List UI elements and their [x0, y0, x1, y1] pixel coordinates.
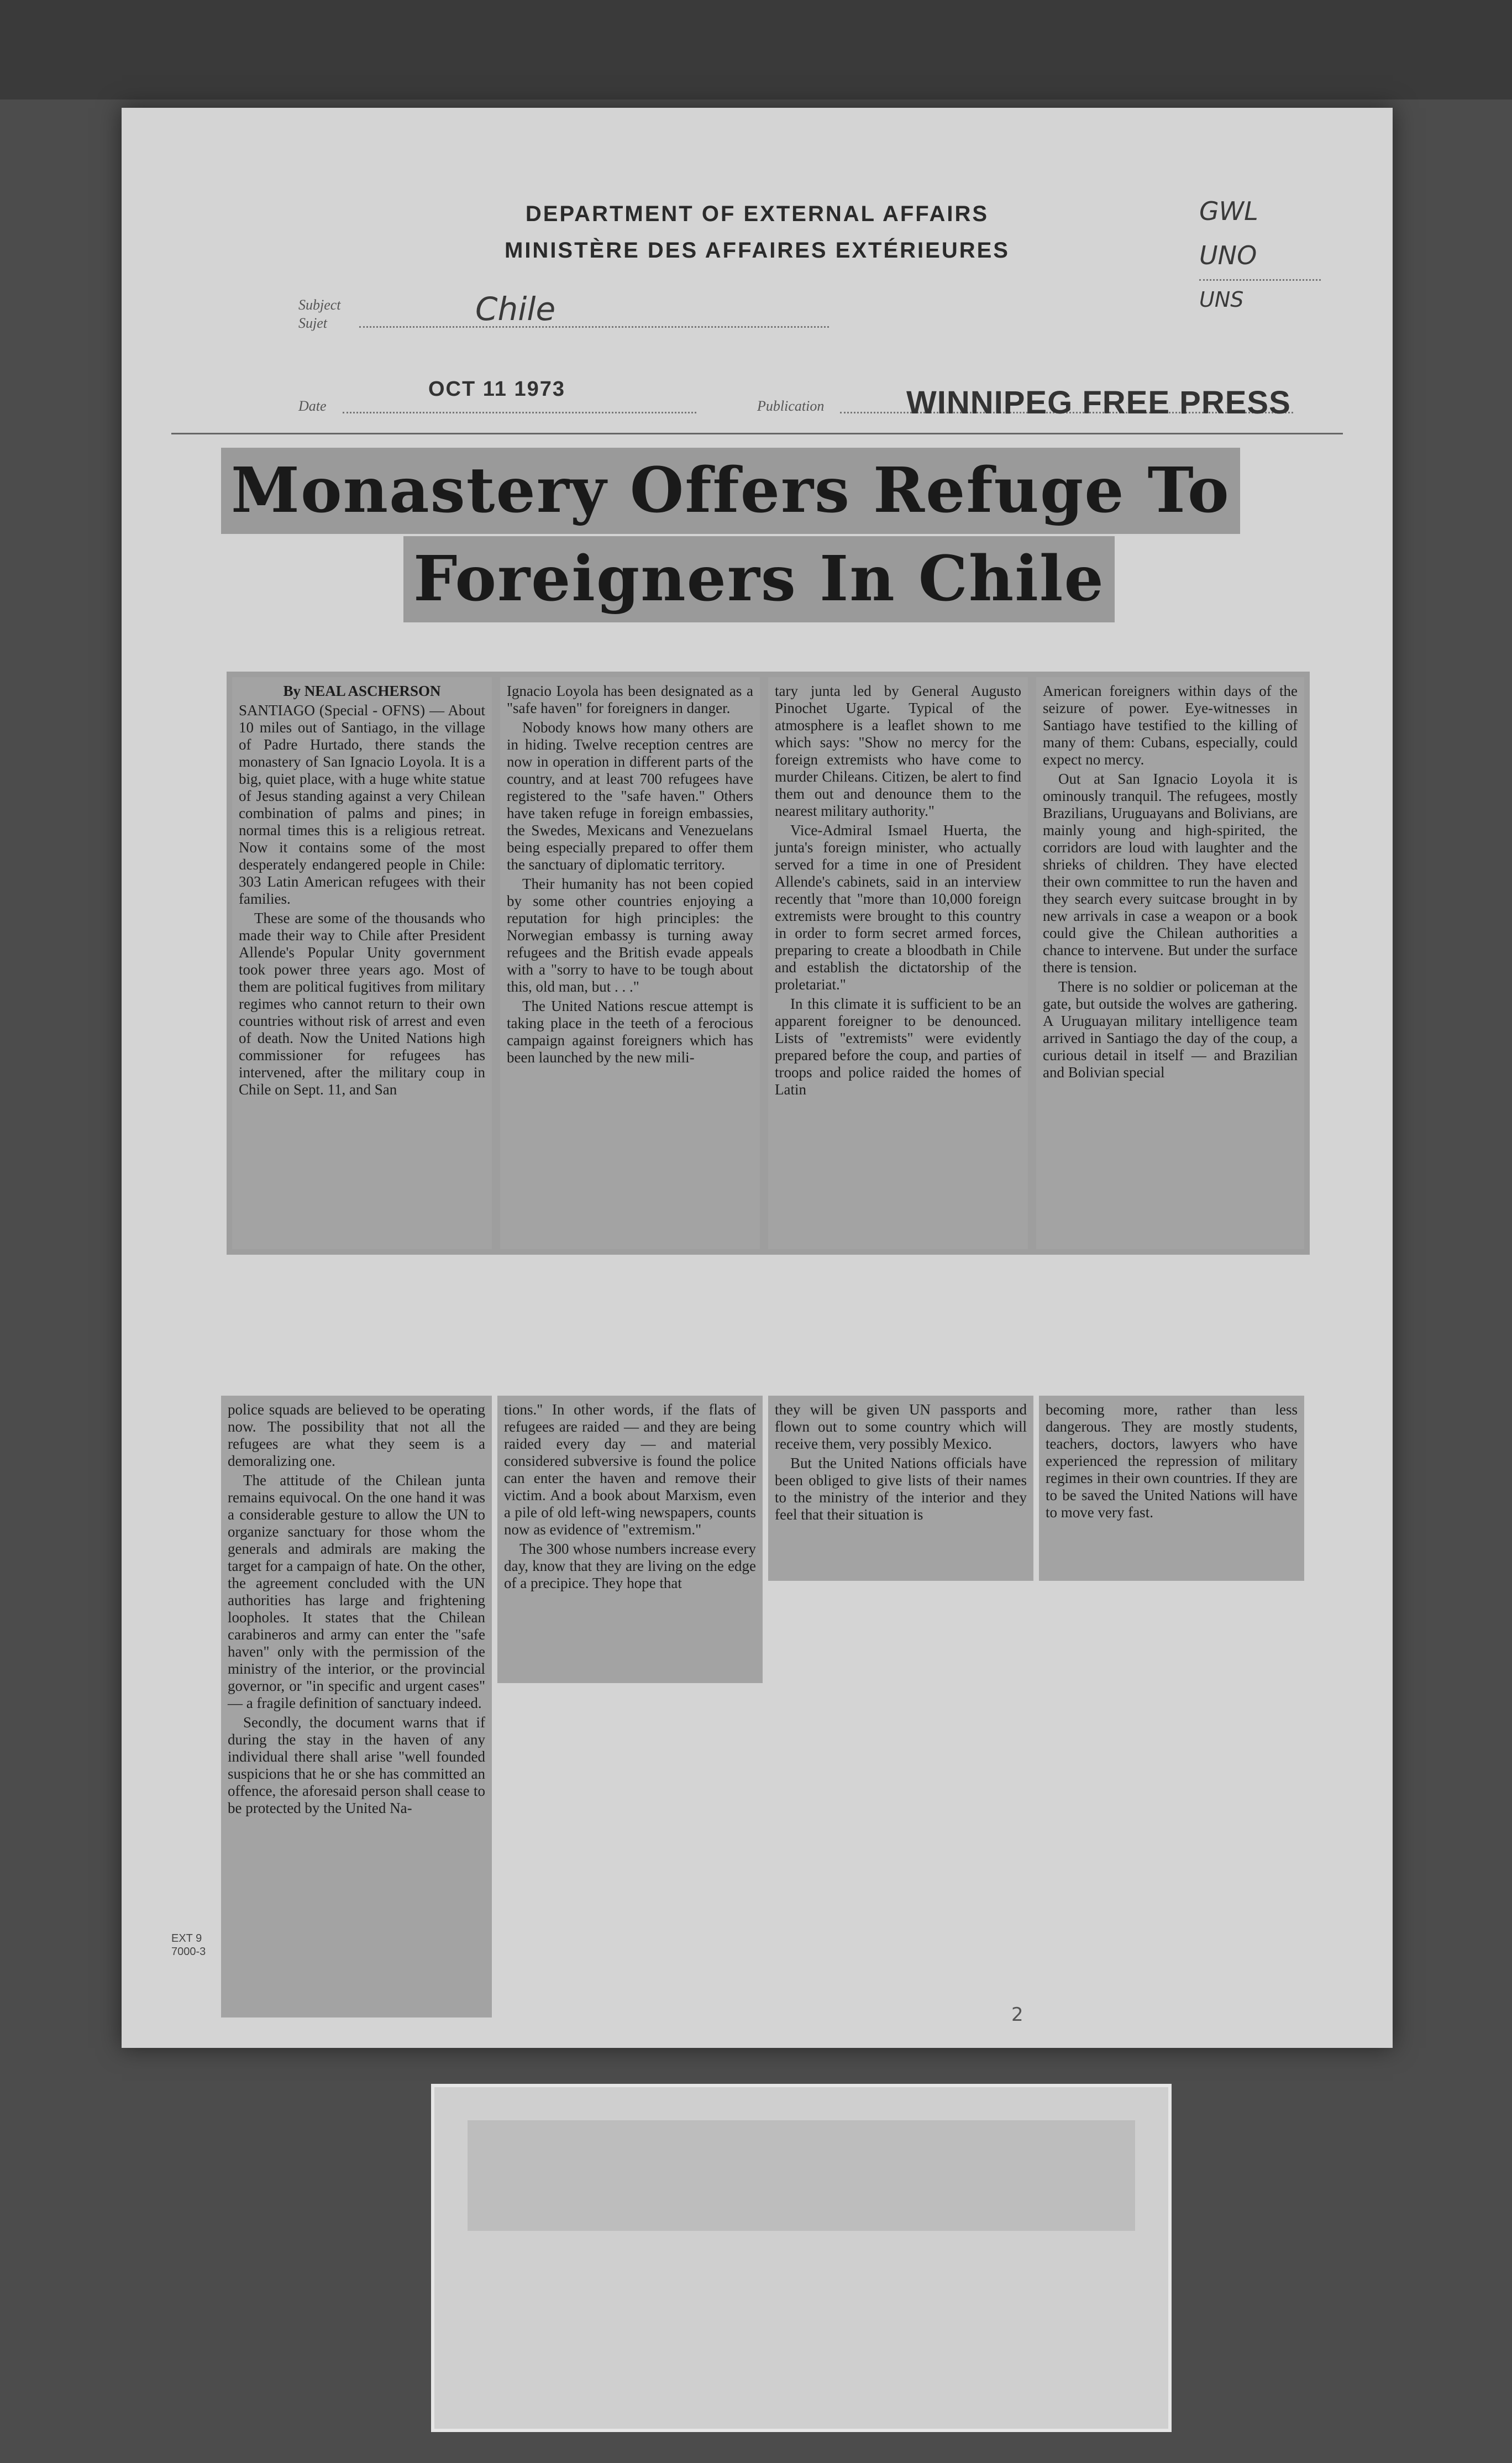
film-border [0, 0, 1512, 99]
paragraph: There is no soldier or policeman at the gate, but outside the wolves are gathering. A Uruguayan military intelligence team arrived in Santiago the day of the coup, a curious detail in itself — and Brazilian and Bolivian special [1043, 978, 1298, 1081]
article-column-8 [1039, 1396, 1304, 1581]
paragraph: tions." In other words, if the flats of refugees are raided — and they are being raided every day — and material considered subversive is found the police can enter the haven and remove their victim. And a book about Marxism, even a pile of old left-wing newspapers, counts now as evidence of "extremism." [504, 1401, 756, 1538]
paragraph: These are some of the thousands who made their way to Chile after President Allende's Popular Unity government took power three years ago. Most of them are political fugitives from military regimes who cannot return to their own countries without risk of arrest and even of death. Now the United Nations high commissioner for refugees has intervened, after the military coup in Chile on Sept. 11, and San [239, 910, 485, 1098]
subject-label-fr: Sujet [298, 315, 327, 331]
department-name-fr: MINISTÈRE DES AFFAIRES EXTÉRIEURES [505, 238, 1010, 263]
paragraph: Out at San Ignacio Loyola it is ominously tranquil. The refugees, mostly Brazilians, Uruguayans and Bolivians, are mainly young and high-spirited, the corridors are loud with laughter and the shrieks of children. They have elected their own committee to run the haven and they search every suitcase brought in by new arrivals in case a weapon or a book could give the Chilean authorities a chance to intervene. But under the surface there is tension. [1043, 771, 1298, 976]
paragraph: American foreigners within days of the seizure of power. Eye-witnesses in Santiago have testified to the killing of many of them: Cubans, especially, could expect no mercy. [1043, 683, 1298, 768]
article-column-4 [1036, 677, 1304, 1249]
article-column-7 [768, 1396, 1033, 1581]
file-code-3: UNS [1199, 287, 1244, 312]
clipping-sheet [122, 108, 1393, 2048]
envelope-flap [468, 2120, 1135, 2231]
paragraph: The 300 whose numbers increase every day, know that they are living on the edge of a precipice. They hope that [504, 1540, 756, 1591]
paragraph: But the United Nations officials have been obliged to give lists of their names to the ministry of the interior and they feel that their situation is [775, 1455, 1027, 1523]
file-envelope [431, 2084, 1172, 2432]
date-stamp: OCT 11 1973 [428, 378, 566, 401]
paragraph: Nobody knows how many others are in hiding. Twelve reception centres are now in operation in different parts of the country, and at least 700 refugees have registered to the "safe haven." Others have taken refuge in foreign embassies, the Swedes, Mexicans and Venezuelans being especially prepared to offer them the sanctuary of diplomatic territory. [507, 719, 753, 873]
paragraph: In this climate it is sufficient to be an apparent foreigner to be denounced. Lists of "extremists" were evidently prepared before the coup, and parties of troops and police raided the homes of Latin [775, 995, 1021, 1098]
file-code-2: UNO [1199, 240, 1257, 270]
paragraph: police squads are believed to be operating now. The possibility that not all the refugees are what they seem is a demoralizing one. [228, 1401, 485, 1469]
article-column-1 [232, 677, 492, 1249]
file-code-1: GWL [1199, 196, 1258, 226]
paragraph: The United Nations rescue attempt is taking place in the teeth of a ferocious campaign against foreigners which has been launched by the new mili- [507, 998, 753, 1066]
date-line [343, 412, 696, 413]
paragraph: they will be given UN passports and flown out to some country which will receive them, very possibly Mexico. [775, 1401, 1027, 1452]
article-column-6 [497, 1396, 763, 1683]
article-column-3 [768, 677, 1028, 1249]
publication-label: Publication [757, 398, 825, 414]
headline-line-2: Foreigners In Chile [403, 536, 1115, 622]
subject-label-en: Subject [298, 297, 341, 313]
form-code [171, 1932, 206, 1958]
paragraph: becoming more, rather than less dangerous. They are mostly students, teachers, doctors, lawyers who have experienced the repression of military regimes in their own countries. If they are to be saved the United Nations will have to move very fast. [1046, 1401, 1298, 1521]
date-label: Date [298, 398, 327, 414]
code-divider [1199, 279, 1321, 281]
form-code-line-1: EXT 9 [171, 1932, 202, 1945]
department-name-en: DEPARTMENT OF EXTERNAL AFFAIRS [525, 202, 989, 226]
paragraph: Their humanity has not been copied by some other countries enjoying a reputation for high principles: the Norwegian embassy is turning away refugees and the British evade appeals with a "sorry to have to be tough about this, old man, but . . ." [507, 876, 753, 995]
paragraph: Ignacio Loyola has been designated as a "safe haven" for foreigners in danger. [507, 683, 753, 716]
paragraph: tary junta led by General Augusto Pinochet Ugarte. Typical of the atmosphere is a leaflet shown to me which says: "Show no mercy for the foreign extremists who have come to murder Chileans. Citizen, be alert to find them out and denounce them to the nearest military authority." [775, 683, 1021, 819]
paragraph: Secondly, the document warns that if during the stay in the haven of any individual there shall arise "well founded suspicions that he or she has committed an offence, the aforesaid person shall cease to be protected by the United Na- [228, 1714, 485, 1816]
article-column-2 [500, 677, 760, 1249]
article-column-5 [221, 1396, 492, 2017]
subject-value: Chile [475, 290, 556, 328]
page-number: 2 [1011, 2004, 1023, 2026]
paragraph: SANTIAGO (Special - OFNS) — About 10 miles out of Santiago, in the village of Padre Hurtado, there stands the monastery of San Ignacio Loyola. It is a big, quiet place, with a huge white statue of Jesus standing against a very Chilean combination of palms and pines; in normal times this is a religious retreat. Now it contains some of the most desperately endangered people in Chile: 303 Latin American refugees with their families. [239, 702, 485, 907]
paragraph: Vice-Admiral Ismael Huerta, the junta's foreign minister, who actually served for a time in one of President Allende's cabinets, said in an interview recently that "more than 10,000 foreign extremists were brought to this country in order to form secret armed forces, preparing to create a bloodbath in Chile and establish the dictatorship of the proletariat." [775, 822, 1021, 993]
headline-line-1: Monastery Offers Refuge To [221, 448, 1240, 534]
publication-stamp: WINNIPEG FREE PRESS [906, 385, 1291, 421]
subject-line [359, 326, 829, 328]
paragraph: The attitude of the Chilean junta remains equivocal. On the one hand it was a considerable gesture to allow the UN to organize sanctuary for those whom the generals and admirals are making the target for a campaign of hate. On the other, the agreement concluded with the UN authorities has large and frightening loopholes. It states that the Chilean carabineros and army can enter the "safe haven" only with the permission of the ministry of the interior, or the provincial governor, or "in specific and urgent cases" — a fragile definition of sanctuary indeed. [228, 1472, 485, 1711]
byline: By NEAL ASCHERSON [283, 683, 441, 699]
header-rule [171, 433, 1343, 434]
form-code-line-2: 7000-3 [171, 1946, 206, 1958]
